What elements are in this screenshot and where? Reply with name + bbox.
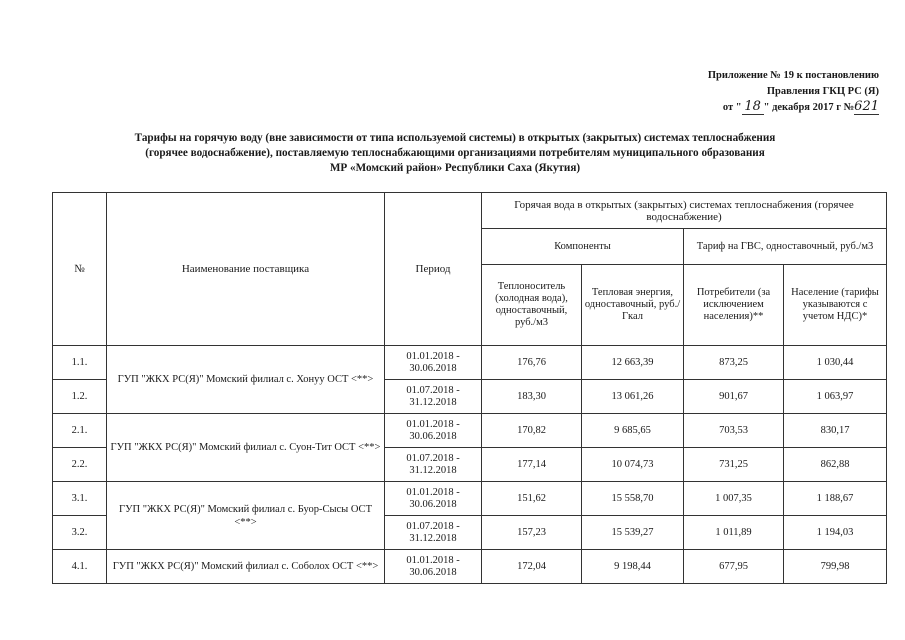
row-num: 1.2. — [53, 380, 107, 414]
row-population: 862,88 — [784, 448, 887, 482]
header-hot-water-group: Горячая вода в открытых (закрытых) системах теплоснабжения (горячее водоснабжение) — [482, 193, 887, 229]
row-coolant: 177,14 — [482, 448, 582, 482]
row-period: 01.01.2018 - 30.06.2018 — [385, 550, 482, 584]
row-coolant: 151,62 — [482, 482, 582, 516]
supplier-name: ГУП "ЖКХ РС(Я)" Момский филиал с. Буор-Сысы ОСТ <**> — [107, 482, 385, 550]
table-row — [53, 414, 887, 448]
row-energy: 10 074,73 — [582, 448, 684, 482]
title-line-3: МР «Момский район» Республики Саха (Якутия) — [329, 162, 581, 174]
row-energy: 13 061,26 — [582, 380, 684, 414]
table-row — [53, 550, 887, 584]
row-consumers: 703,53 — [684, 414, 784, 448]
supplier-name: ГУП "ЖКХ РС(Я)" Момский филиал с. Суон-Тит ОСТ <**> — [107, 414, 385, 482]
supplier-name: ГУП "ЖКХ РС(Я)" Момский филиал с. Соболох ОСТ <**> — [107, 550, 385, 584]
row-num: 2.1. — [53, 414, 107, 448]
row-consumers: 1 011,89 — [684, 516, 784, 550]
row-energy: 15 558,70 — [582, 482, 684, 516]
row-consumers: 873,25 — [684, 346, 784, 380]
row-period: 01.01.2018 - 30.06.2018 — [385, 414, 482, 448]
row-population: 1 030,44 — [784, 346, 887, 380]
row-energy: 9 198,44 — [582, 550, 684, 584]
row-coolant: 176,76 — [482, 346, 582, 380]
row-coolant: 183,30 — [482, 380, 582, 414]
row-period: 01.07.2018 - 31.12.2018 — [385, 516, 482, 550]
header-supplier: Наименование поставщика — [107, 193, 385, 346]
row-num: 2.2. — [53, 448, 107, 482]
date-prefix: от " — [722, 102, 742, 113]
row-energy: 12 663,39 — [582, 346, 684, 380]
row-num: 4.1. — [53, 550, 107, 584]
date-middle: " декабря 2017 г № — [763, 102, 855, 113]
handwritten-number: 621 — [854, 99, 879, 114]
row-coolant: 172,04 — [482, 550, 582, 584]
row-population: 799,98 — [784, 550, 887, 584]
row-consumers: 1 007,35 — [684, 482, 784, 516]
row-coolant: 157,23 — [482, 516, 582, 550]
board-text: Правления ГКЦ РС (Я) — [766, 86, 879, 97]
handwritten-day: 18 — [742, 99, 764, 115]
header-tariff: Тариф на ГВС, одноставочный, руб./м3 — [684, 229, 887, 265]
title-line-2: (горячее водоснабжение), поставляемую теплоснабжающими организациями потребителям муниципального образования — [145, 147, 765, 159]
header-coolant: Теплоноситель (холодная вода), одноставочный, руб./м3 — [482, 265, 582, 346]
tariff-table — [52, 192, 887, 584]
row-num: 3.1. — [53, 482, 107, 516]
row-period: 01.07.2018 - 31.12.2018 — [385, 448, 482, 482]
appendix-line — [708, 70, 879, 81]
header-population: Население (тарифы указываются с учетом НДС)* — [784, 265, 887, 346]
row-population: 830,17 — [784, 414, 887, 448]
title-line-1: Тарифы на горячую воду (вне зависимости от типа используемой системы) в открытых (закрытых) системах теплоснабжения — [134, 132, 776, 144]
row-energy: 15 539,27 — [582, 516, 684, 550]
row-consumers: 901,67 — [684, 380, 784, 414]
row-population: 1 063,97 — [784, 380, 887, 414]
row-period: 01.01.2018 - 30.06.2018 — [385, 482, 482, 516]
row-population: 1 194,03 — [784, 516, 887, 550]
document-title — [60, 131, 850, 176]
header-num: № — [53, 193, 107, 346]
appendix-text: Приложение № 19 к постановлению — [707, 70, 879, 81]
row-num: 3.2. — [53, 516, 107, 550]
row-consumers: 731,25 — [684, 448, 784, 482]
row-energy: 9 685,65 — [582, 414, 684, 448]
row-period: 01.07.2018 - 31.12.2018 — [385, 380, 482, 414]
row-coolant: 170,82 — [482, 414, 582, 448]
supplier-name: ГУП "ЖКХ РС(Я)" Момский филиал с. Хонуу ОСТ <**> — [107, 346, 385, 414]
row-num: 1.1. — [53, 346, 107, 380]
table-row — [53, 346, 887, 380]
board-line — [767, 86, 879, 97]
header-heat-energy: Тепловая энергия, одноставочный, руб./Гкал — [582, 265, 684, 346]
row-population: 1 188,67 — [784, 482, 887, 516]
header-components: Компоненты — [482, 229, 684, 265]
table-row — [53, 482, 887, 516]
header-consumers: Потребители (за исключением населения)** — [684, 265, 784, 346]
resolution-date-line — [723, 99, 879, 115]
header-period: Период — [385, 193, 482, 346]
row-period: 01.01.2018 - 30.06.2018 — [385, 346, 482, 380]
row-consumers: 677,95 — [684, 550, 784, 584]
